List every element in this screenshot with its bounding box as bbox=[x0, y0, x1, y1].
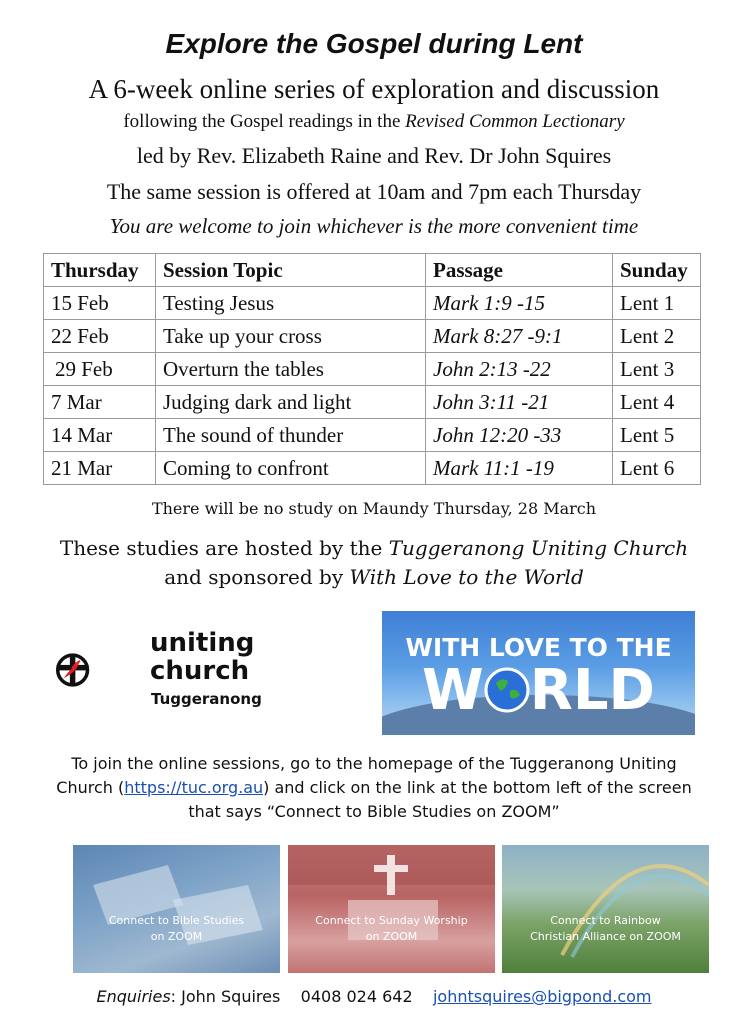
open-bible-icon bbox=[73, 845, 280, 973]
row-sunday: Lent 6 bbox=[613, 452, 701, 485]
bible-studies-zoom-tile[interactable] bbox=[73, 845, 280, 973]
sponsored-prefix: and sponsored by bbox=[164, 565, 350, 589]
wltw-w: W bbox=[421, 658, 484, 723]
row-topic: The sound of thunder bbox=[156, 419, 426, 452]
wltw-top-text: WITH LOVE TO THE bbox=[405, 633, 672, 662]
readings-line bbox=[0, 111, 748, 133]
row-passage: John 3:11 -21 bbox=[426, 386, 613, 419]
tuc-homepage-link[interactable]: https://tuc.org.au bbox=[124, 778, 264, 797]
sunday-worship-zoom-tile[interactable] bbox=[288, 845, 495, 973]
uc-word-tuggeranong: Tuggeranong bbox=[151, 690, 262, 708]
rainbow-alliance-zoom-tile[interactable] bbox=[502, 845, 709, 973]
table-row bbox=[44, 353, 701, 386]
enquiries-phone: 0408 024 642 bbox=[300, 987, 413, 1006]
join-instructions bbox=[20, 752, 728, 824]
uc-word-church: church bbox=[150, 656, 250, 686]
hosted-line bbox=[0, 534, 748, 563]
rainbow-icon bbox=[502, 845, 709, 973]
row-sunday: Lent 1 bbox=[613, 287, 701, 320]
row-date: 21 Mar bbox=[44, 452, 156, 485]
row-topic: Take up your cross bbox=[156, 320, 426, 353]
hosted-by bbox=[0, 534, 748, 592]
join-line-1: To join the online sessions, go to the homepage of the Tuggeranong Uniting bbox=[71, 754, 677, 773]
table-row bbox=[44, 287, 701, 320]
readings-prefix: following the Gospel readings in the bbox=[123, 111, 406, 132]
row-topic: Testing Jesus bbox=[156, 287, 426, 320]
row-sunday: Lent 4 bbox=[613, 386, 701, 419]
tile-label: Connect to Sunday Worship on ZOOM bbox=[315, 914, 468, 943]
row-date: 15 Feb bbox=[44, 287, 156, 320]
header-topic: Session Topic bbox=[156, 254, 426, 287]
globe-icon bbox=[484, 667, 530, 713]
leaders-line: led by Rev. Elizabeth Raine and Rev. Dr John Squires bbox=[136, 143, 612, 168]
row-topic: Coming to confront bbox=[156, 452, 426, 485]
uc-word-uniting: uniting bbox=[150, 628, 255, 658]
row-date: 14 Mar bbox=[44, 419, 156, 452]
series-subtitle: A 6-week online series of exploration and discussion bbox=[88, 74, 660, 104]
lectionary-name: Revised Common Lectionary bbox=[405, 111, 625, 132]
sponsored-line bbox=[0, 563, 748, 592]
enquiries-name: : John Squires bbox=[170, 987, 281, 1006]
enquiries-label: Enquiries bbox=[96, 987, 171, 1006]
row-passage: John 2:13 -22 bbox=[426, 353, 613, 386]
tile-label: Connect to Rainbow Christian Alliance on ZOOM bbox=[530, 914, 681, 943]
row-sunday: Lent 3 bbox=[613, 353, 701, 386]
tile-label: Connect to Bible Studies on ZOOM bbox=[108, 914, 245, 943]
host-name: Tuggeranong Uniting Church bbox=[388, 536, 689, 560]
enquiries-footer bbox=[0, 987, 748, 1006]
table-header-row bbox=[44, 254, 701, 287]
row-topic: Overturn the tables bbox=[156, 353, 426, 386]
sponsor-name: With Love to the World bbox=[349, 565, 584, 589]
schedule-table bbox=[43, 253, 701, 485]
row-passage: Mark 11:1 -19 bbox=[426, 452, 613, 485]
join-line-2-suffix: ) and click on the link at the bottom left of the screen bbox=[263, 778, 692, 797]
with-love-to-the-world-logo bbox=[382, 611, 695, 735]
no-study-notice: There will be no study on Maundy Thursday, 28 March bbox=[151, 499, 597, 518]
row-sunday: Lent 2 bbox=[613, 320, 701, 353]
row-sunday: Lent 5 bbox=[613, 419, 701, 452]
table-row bbox=[44, 386, 701, 419]
table-row bbox=[44, 452, 701, 485]
join-line-2-prefix: Church ( bbox=[56, 778, 125, 797]
header-sunday: Sunday bbox=[613, 254, 701, 287]
row-date: 7 Mar bbox=[44, 386, 156, 419]
join-line-3: that says “Connect to Bible Studies on ZOOM” bbox=[188, 802, 560, 821]
uniting-church-logo-icon bbox=[55, 625, 145, 715]
header-thursday: Thursday bbox=[44, 254, 156, 287]
table-row bbox=[44, 320, 701, 353]
row-topic: Judging dark and light bbox=[156, 386, 426, 419]
wltw-world-text bbox=[382, 658, 695, 723]
wltw-rld: RLD bbox=[529, 658, 656, 723]
page-title: Explore the Gospel during Lent bbox=[165, 28, 583, 59]
church-altar-icon bbox=[288, 845, 495, 973]
row-passage: John 12:20 -33 bbox=[426, 419, 613, 452]
join-line-2 bbox=[20, 776, 728, 800]
row-passage: Mark 8:27 -9:1 bbox=[426, 320, 613, 353]
welcome-line: You are welcome to join whichever is the more convenient time bbox=[109, 214, 639, 238]
row-date: 22 Feb bbox=[44, 320, 156, 353]
times-line: The same session is offered at 10am and 7pm each Thursday bbox=[106, 179, 642, 204]
row-date: 29 Feb bbox=[44, 353, 156, 386]
row-passage: Mark 1:9 -15 bbox=[426, 287, 613, 320]
header-passage: Passage bbox=[426, 254, 613, 287]
enquiries-email-link[interactable]: johntsquires@bigpond.com bbox=[432, 987, 652, 1006]
hosted-prefix: These studies are hosted by the bbox=[59, 536, 389, 560]
table-row bbox=[44, 419, 701, 452]
